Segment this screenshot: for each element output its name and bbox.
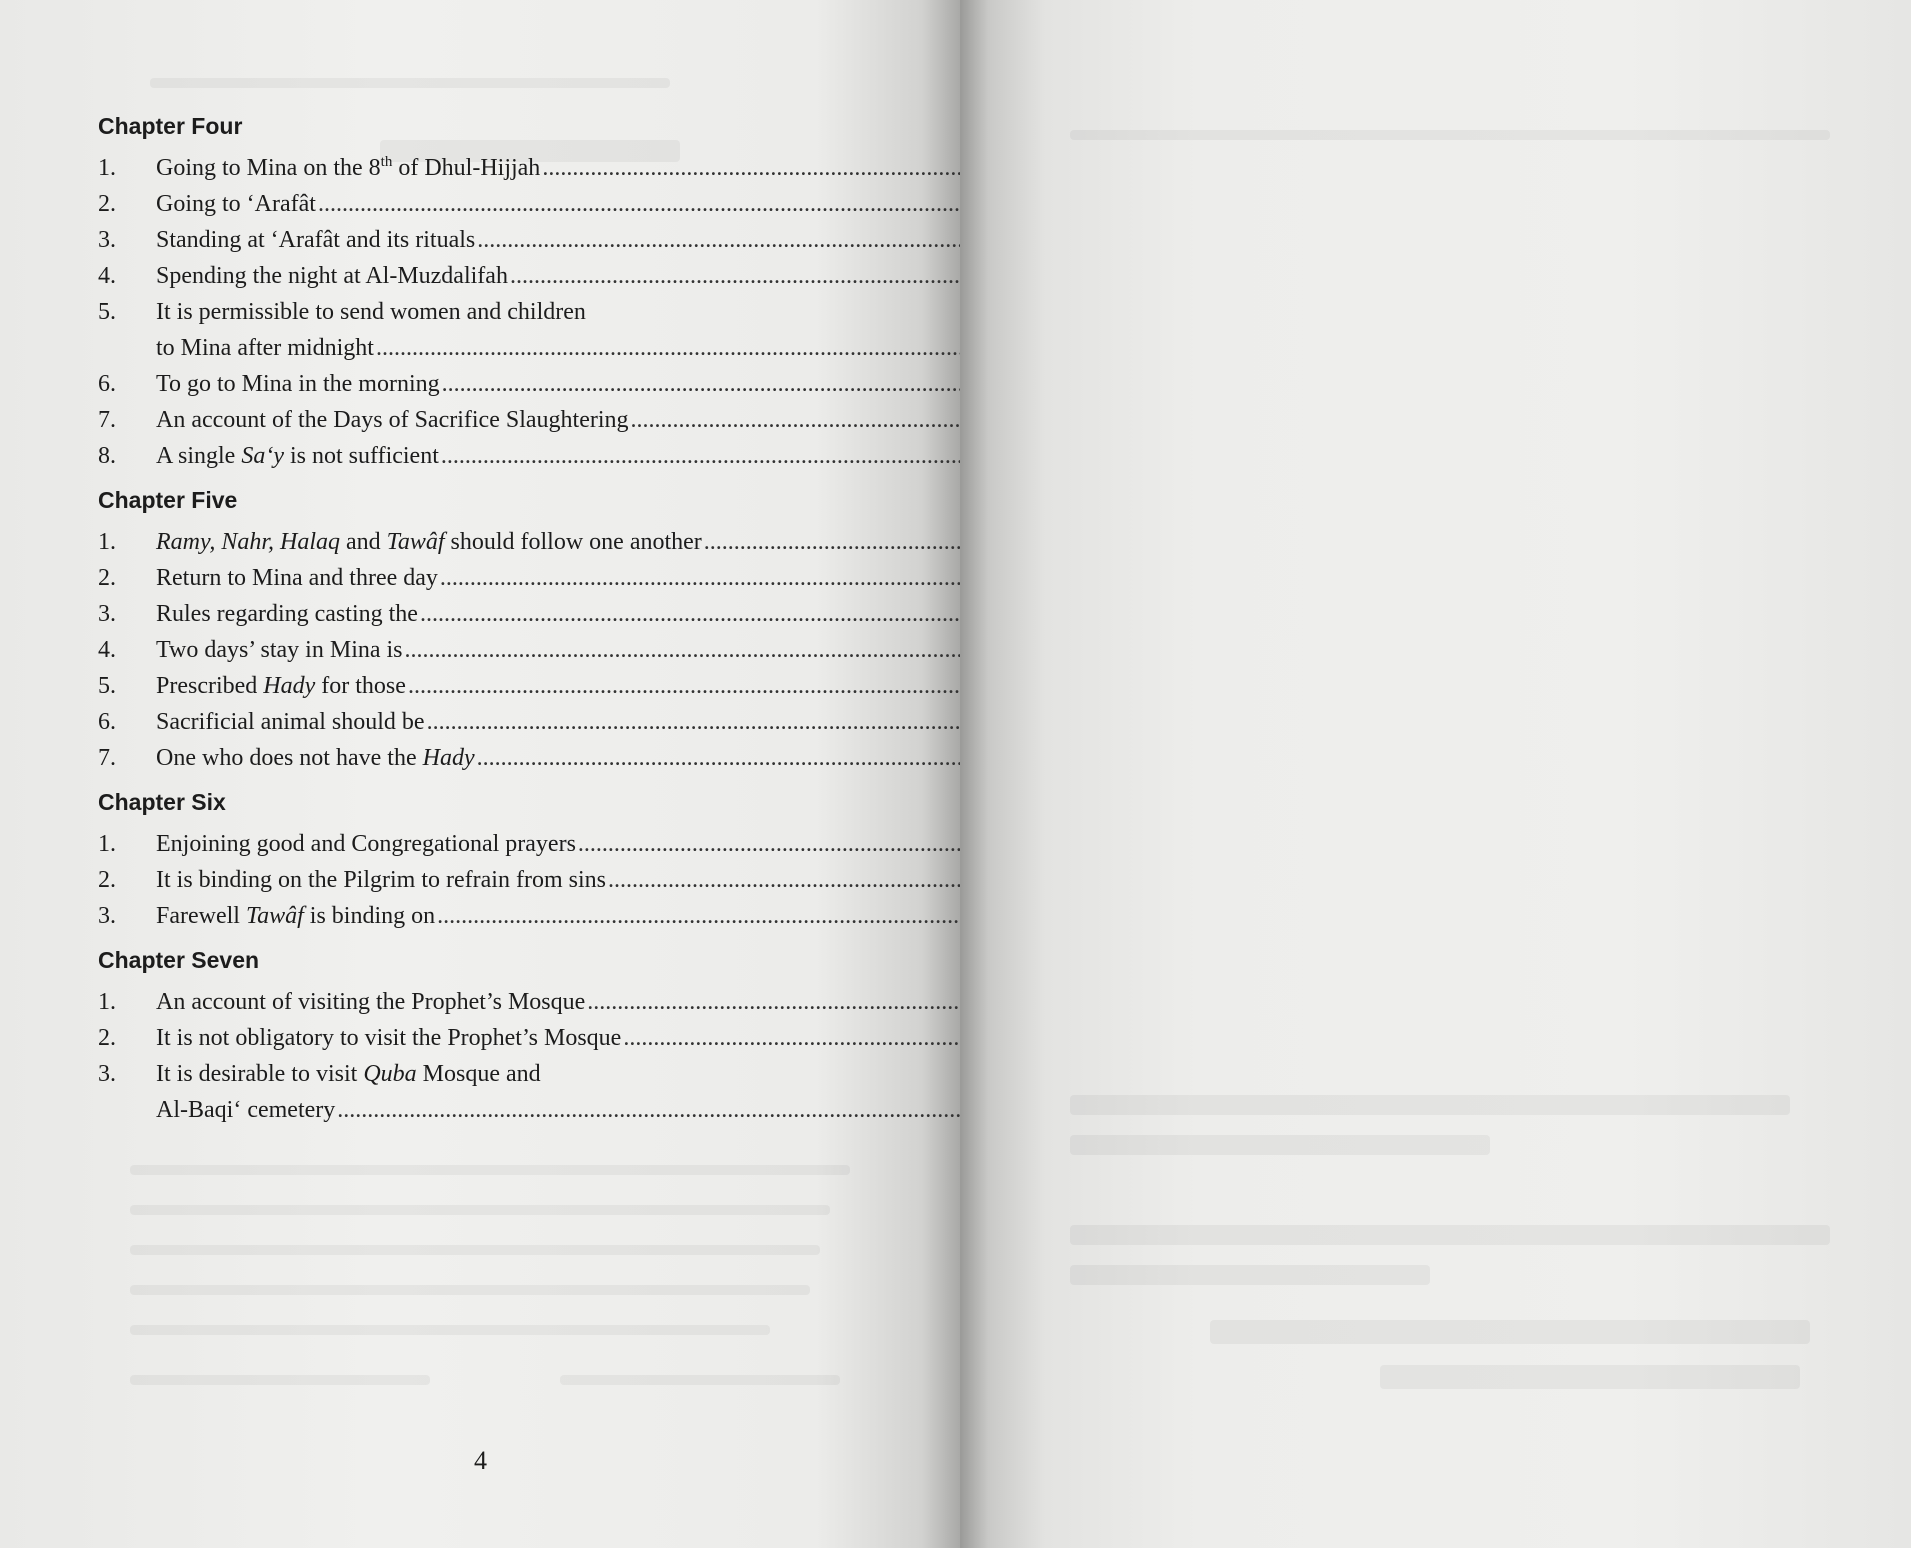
chapter-section-list [98, 826, 884, 934]
toc-entry-title-part: is binding on [303, 903, 436, 929]
toc-entry [98, 596, 884, 632]
toc-entry [98, 560, 884, 596]
toc-entry-number: 2. [98, 1025, 116, 1051]
chapter-section-list [98, 150, 884, 474]
chapter-section-list [98, 524, 884, 776]
toc-entry [98, 438, 884, 474]
show-through [130, 1325, 770, 1335]
show-through [1070, 130, 1830, 140]
toc-entry [98, 898, 884, 934]
toc-entry-title-part: for those [315, 673, 406, 699]
toc-entry-title-part: A single [156, 443, 242, 469]
toc-entry-title-part: th [380, 154, 393, 170]
toc-entry-title-part: One who does not have the [156, 745, 423, 771]
toc-entry-number: 4. [98, 263, 116, 289]
toc-entry-title: Return to Mina and three day [156, 565, 438, 591]
chapter-heading: Chapter Five [98, 487, 238, 513]
toc-entry [98, 222, 884, 258]
toc-entry-number: 2. [98, 191, 116, 217]
toc-entry-number: 1. [98, 155, 116, 181]
toc-entry-number: 1. [98, 989, 116, 1015]
toc-entry-number: 7. [98, 407, 116, 433]
show-through [130, 1285, 810, 1295]
toc-entry-title-part: Quba [363, 1061, 417, 1087]
toc-entry [98, 258, 884, 294]
table-of-contents [98, 108, 884, 1136]
show-through [130, 1245, 820, 1255]
toc-entry-title: It is permissible to send women and children [156, 299, 586, 325]
toc-entry-title [156, 740, 475, 776]
toc-entry-title [156, 898, 435, 934]
toc-entry-title-part: Hady [422, 745, 475, 771]
show-through [1070, 1265, 1430, 1285]
toc-entry [98, 1020, 884, 1056]
toc-entry [98, 524, 884, 560]
show-through [1070, 1225, 1830, 1245]
show-through [130, 1205, 830, 1215]
toc-entry-title: Two days’ stay in Mina is [156, 637, 403, 663]
toc-entry-number: 1. [98, 831, 116, 857]
chapter-heading: Chapter Four [98, 113, 243, 139]
toc-entry-title-part: is not sufficient [284, 443, 439, 469]
show-through [1070, 1095, 1790, 1115]
chapter-heading: Chapter Six [98, 789, 226, 815]
toc-entry-number: 7. [98, 745, 116, 771]
show-through [560, 1375, 840, 1385]
toc-entry-title: Going to ‘Arafât [156, 191, 316, 217]
toc-entry-title: It is not obligatory to visit the Prophet’s Mosque [156, 1025, 622, 1051]
page-number-left: 4 [474, 1446, 487, 1475]
toc-entry-title [156, 438, 439, 474]
toc-entry-title-part: Tawâf [386, 529, 445, 555]
toc-entry-title: To go to Mina in the morning [156, 371, 440, 397]
toc-entry [98, 294, 884, 366]
toc-entry-title: It is binding on the Pilgrim to refrain from sins [156, 867, 606, 893]
toc-entry [98, 740, 884, 776]
toc-entry-title-part: Ramy, Nahr, Halaq [156, 529, 341, 555]
toc-entry-title-part: Prescribed [156, 673, 264, 699]
toc-entry-title [156, 668, 406, 704]
toc-entry-title-part: of Dhul-Hijjah [392, 155, 541, 181]
toc-entry-title: Sacrificial animal should be [156, 709, 425, 735]
chapter-heading: Chapter Seven [98, 947, 260, 973]
toc-entry [98, 186, 884, 222]
toc-entry-number: 3. [98, 1061, 116, 1087]
toc-entry-number: 1. [98, 529, 116, 555]
toc-entry [98, 150, 884, 186]
show-through [150, 78, 670, 88]
toc-entry-title-continued: Al-Baqi‘ cemetery [156, 1097, 336, 1123]
toc-entry-title-continued: to Mina after midnight [156, 335, 374, 361]
chapter-section-list [98, 984, 884, 1128]
toc-entry [98, 704, 884, 740]
toc-entry-title: Standing at ‘Arafât and its rituals [156, 227, 476, 253]
toc-entry-number: 2. [98, 565, 116, 591]
show-through [130, 1165, 850, 1175]
show-through [130, 1375, 430, 1385]
toc-entry [98, 366, 884, 402]
toc-entry-title [156, 524, 702, 560]
toc-entry-number: 8. [98, 443, 116, 469]
show-through [1210, 1320, 1810, 1344]
toc-entry [98, 1056, 884, 1128]
toc-entry-number: 3. [98, 903, 116, 929]
show-through [1380, 1365, 1800, 1389]
toc-entry-title-part: Going to Mina on the 8 [156, 155, 381, 181]
toc-entry-number: 3. [98, 601, 116, 627]
toc-entry-title-part: Farewell [156, 903, 246, 929]
toc-entry-title-part: Hady [263, 673, 316, 699]
toc-entry-title: An account of the Days of Sacrifice Slaughtering [156, 407, 629, 433]
toc-entry-title [156, 1056, 541, 1092]
toc-entry-title-part: Tawâf [245, 903, 304, 929]
toc-entry-title-part: Mosque and [416, 1061, 541, 1087]
toc-entry-number: 4. [98, 637, 116, 663]
toc-entry-title-part: and [340, 529, 387, 555]
toc-entry-number: 5. [98, 299, 116, 325]
toc-entry [98, 862, 884, 898]
toc-entry [98, 632, 884, 668]
toc-entry [98, 826, 884, 862]
toc-entry-title-part: should follow one another [444, 529, 702, 555]
toc-entry-title-part: It is desirable to visit [156, 1061, 364, 1087]
toc-entry-title: Rules regarding casting the [156, 601, 418, 627]
toc-entry-number: 5. [98, 673, 116, 699]
toc-entry [98, 984, 884, 1020]
show-through [1070, 1135, 1490, 1155]
toc-entry-title: Enjoining good and Congregational prayers [156, 831, 576, 857]
toc-entry-title: An account of visiting the Prophet’s Mosque [156, 989, 586, 1015]
toc-entry [98, 402, 884, 438]
toc-entry [98, 668, 884, 704]
toc-entry-number: 6. [98, 709, 116, 735]
toc-entry-title-part: Sa‘y [241, 443, 284, 469]
toc-entry-title: Spending the night at Al-Muzdalifah [156, 263, 508, 289]
introduction-page [960, 0, 1911, 1548]
toc-entry-title [156, 150, 540, 186]
toc-entry-number: 3. [98, 227, 116, 253]
toc-entry-number: 6. [98, 371, 116, 397]
toc-entry-number: 2. [98, 867, 116, 893]
